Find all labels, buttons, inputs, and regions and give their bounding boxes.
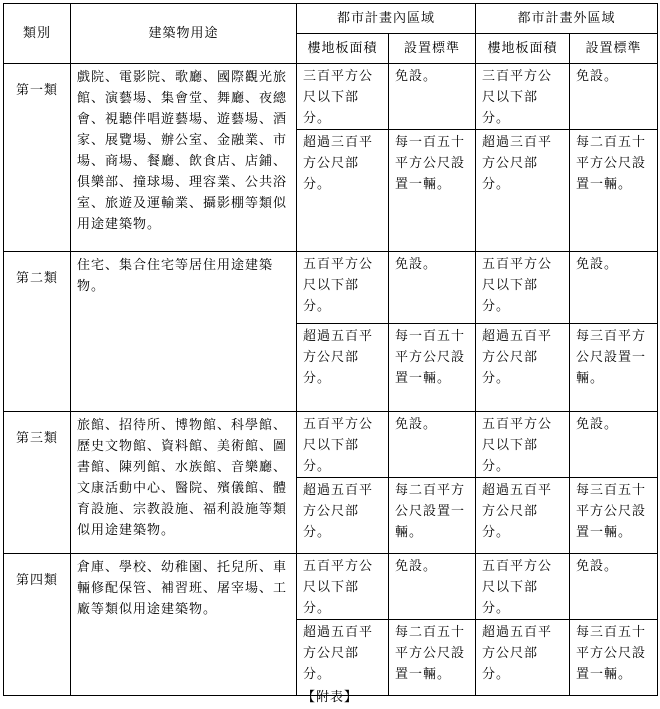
outside-standard-cell: 免設。 <box>570 554 658 620</box>
header-inside-urban-plan: 都市計畫內區域 <box>297 4 476 34</box>
building-use-cell: 戲院、電影院、歌廳、國際觀光旅館、演藝場、集會堂、舞廳、夜總會、視聽伴唱遊藝場、遊藝場、酒家、展覽場、辦公室、金融業、市場、商場、餐廳、飲食店、店鋪、俱樂部、撞球場、理容業、公共浴室、旅遊及運輸業、攝影棚等類似用途建築物。 <box>71 64 297 252</box>
table-row <box>4 252 658 324</box>
header-row-top <box>4 4 658 34</box>
inside-standard-cell: 免設。 <box>389 412 476 478</box>
building-use-cell: 住宅、集合住宅等居住用途建築物。 <box>71 252 297 412</box>
category-cell: 第二類 <box>4 252 71 412</box>
table-row <box>4 554 658 620</box>
category-cell: 第四類 <box>4 554 71 696</box>
inside-standard-cell: 每二百五十平方公尺設置一輛。 <box>389 620 476 696</box>
table-row <box>4 412 658 478</box>
inside-standard-cell: 每一百五十平方公尺設置一輛。 <box>389 324 476 412</box>
inside-standard-cell: 免設。 <box>389 252 476 324</box>
header-inside-floor-area: 樓地板面積 <box>297 34 389 64</box>
outside-floor-area-cell: 五百平方公尺以下部分。 <box>476 252 570 324</box>
outside-floor-area-cell: 超過五百平方公尺部分。 <box>476 620 570 696</box>
header-category: 類別 <box>4 4 71 64</box>
parking-standards-table <box>3 3 658 696</box>
header-inside-standard: 設置標準 <box>389 34 476 64</box>
outside-floor-area-cell: 五百平方公尺以下部分。 <box>476 554 570 620</box>
inside-floor-area-cell: 五百平方公尺以下部分。 <box>297 412 389 478</box>
outside-standard-cell: 每三百平方公尺設置一輛。 <box>570 324 658 412</box>
table-caption: 【附表】 <box>301 690 358 705</box>
outside-standard-cell: 免設。 <box>570 252 658 324</box>
inside-standard-cell: 免設。 <box>389 64 476 130</box>
building-use-cell: 倉庫、學校、幼稚園、托兒所、車輛修配保管、補習班、屠宰場、工廠等類似用途建築物。 <box>71 554 297 696</box>
inside-standard-cell: 每二百平方公尺設置一輛。 <box>389 478 476 554</box>
category-cell: 第三類 <box>4 412 71 554</box>
outside-standard-cell: 每三百五十平方公尺設置一輛。 <box>570 620 658 696</box>
outside-floor-area-cell: 五百平方公尺以下部分。 <box>476 412 570 478</box>
outside-standard-cell: 免設。 <box>570 412 658 478</box>
inside-floor-area-cell: 三百平方公尺以下部分。 <box>297 64 389 130</box>
header-outside-floor-area: 樓地板面積 <box>476 34 570 64</box>
outside-floor-area-cell: 三百平方公尺以下部分。 <box>476 64 570 130</box>
outside-standard-cell: 免設。 <box>570 64 658 130</box>
inside-floor-area-cell: 超過五百平方公尺部分。 <box>297 324 389 412</box>
inside-standard-cell: 每一百五十平方公尺設置一輛。 <box>389 130 476 252</box>
inside-floor-area-cell: 超過五百平方公尺部分。 <box>297 478 389 554</box>
building-use-cell: 旅館、招待所、博物館、科學館、歷史文物館、資料館、美術館、圖書館、陳列館、水族館、音樂廳、文康活動中心、醫院、殯儀館、體育設施、宗教設施、福利設施等類似用途建築物。 <box>71 412 297 554</box>
category-cell: 第一類 <box>4 64 71 252</box>
table-row <box>4 64 658 130</box>
header-outside-standard: 設置標準 <box>570 34 658 64</box>
outside-standard-cell: 每三百五十平方公尺設置一輛。 <box>570 478 658 554</box>
header-outside-urban-plan: 都市計畫外區域 <box>476 4 658 34</box>
outside-floor-area-cell: 超過五百平方公尺部分。 <box>476 478 570 554</box>
header-building-use: 建築物用途 <box>71 4 297 64</box>
inside-floor-area-cell: 超過五百平方公尺部分。 <box>297 620 389 696</box>
outside-floor-area-cell: 超過三百平方公尺部分。 <box>476 130 570 252</box>
outside-standard-cell: 每二百五十平方公尺設置一輛。 <box>570 130 658 252</box>
outside-floor-area-cell: 超過五百平方公尺部分。 <box>476 324 570 412</box>
inside-floor-area-cell: 五百平方公尺以下部分。 <box>297 252 389 324</box>
inside-standard-cell: 免設。 <box>389 554 476 620</box>
inside-floor-area-cell: 超過三百平方公尺部分。 <box>297 130 389 252</box>
inside-floor-area-cell: 五百平方公尺以下部分。 <box>297 554 389 620</box>
